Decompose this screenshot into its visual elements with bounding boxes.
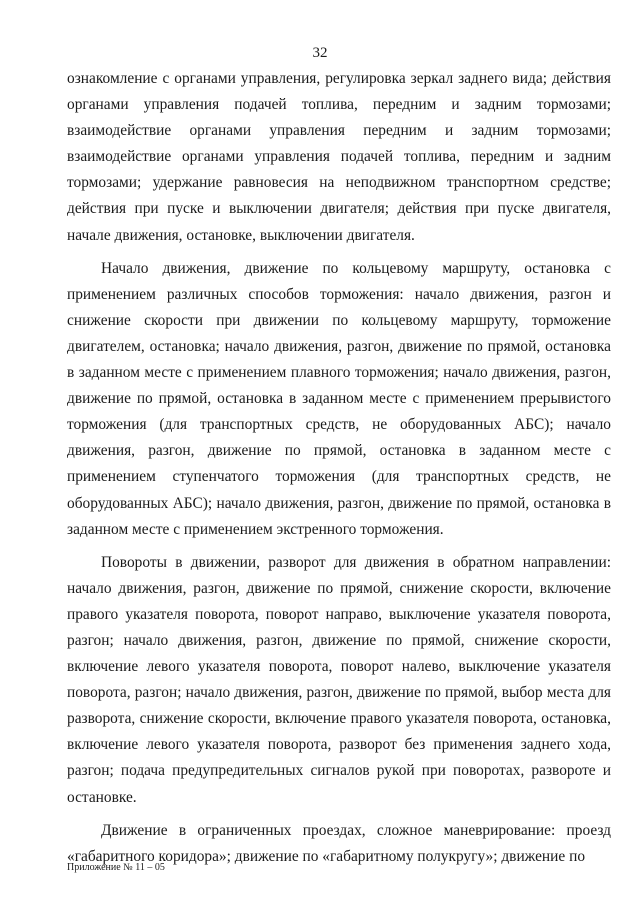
page-footer: Приложение № 11 – 05 [67, 862, 165, 873]
page-number: 32 [312, 45, 328, 61]
paragraph-start-and-braking: Начало движения, движение по кольцевому маршруту, остановка с применением различных способов торможения: начало движения, разгон и снижение скорости при движении по кольцевому маршруту, торможение двигателем, остановка; начало движения, разгон, движение по прямой, остановка в заданном месте с применением плавного торможения; начало движения, разгон, движение по прямой, остановка в заданном месте с применением прерывистого торможения (для транспортных средств, не оборудованных АБС); начало движения, разгон, движение по прямой, остановка в заданном месте с применением ступенчатого торможения (для транспортных средств, не оборудованных АБС); начало движения, разгон, движение по прямой, остановка в заданном месте с применением экстренного торможения. [67, 259, 611, 538]
body-text [67, 66, 611, 870]
paragraph-continuation: ознакомление с органами управления, регулировка зеркал заднего вида; действия органами управления подачей топлива, передним и задним тормозами; взаимодействие органами управления передним и задним тормозами; взаимодействие органами управления подачей топлива, передним и задним тормозами; удержание равновесия на неподвижном транспортном средстве; действия при пуске и выключении двигателя; действия при пуске двигателя, начале движения, остановке, выключении двигателя. [67, 70, 611, 244]
paragraph-turns-and-u-turn: Повороты в движении, разворот для движения в обратном направлении: начало движения, разгон, движение по прямой, снижение скорости, включение правого указателя поворота, поворот направо, выключение указателя поворота, разгон; начало движения, разгон, движение по прямой, снижение скорости, включение левого указателя поворота, поворот налево, выключение указателя поворота, разгон; начало движения, разгон, движение по прямой, выбор места для разворота, снижение скорости, включение правого указателя поворота, остановка, включение левого указателя поворота, разворот без применения заднего хода, разгон; подача предупредительных сигналов рукой при поворотах, развороте и остановке. [67, 553, 611, 806]
paragraph-limited-passages: Движение в ограниченных проездах, сложное маневрирование: проезд «габаритного коридора»; движение по «габаритному полукругу»; движение по [67, 821, 611, 865]
